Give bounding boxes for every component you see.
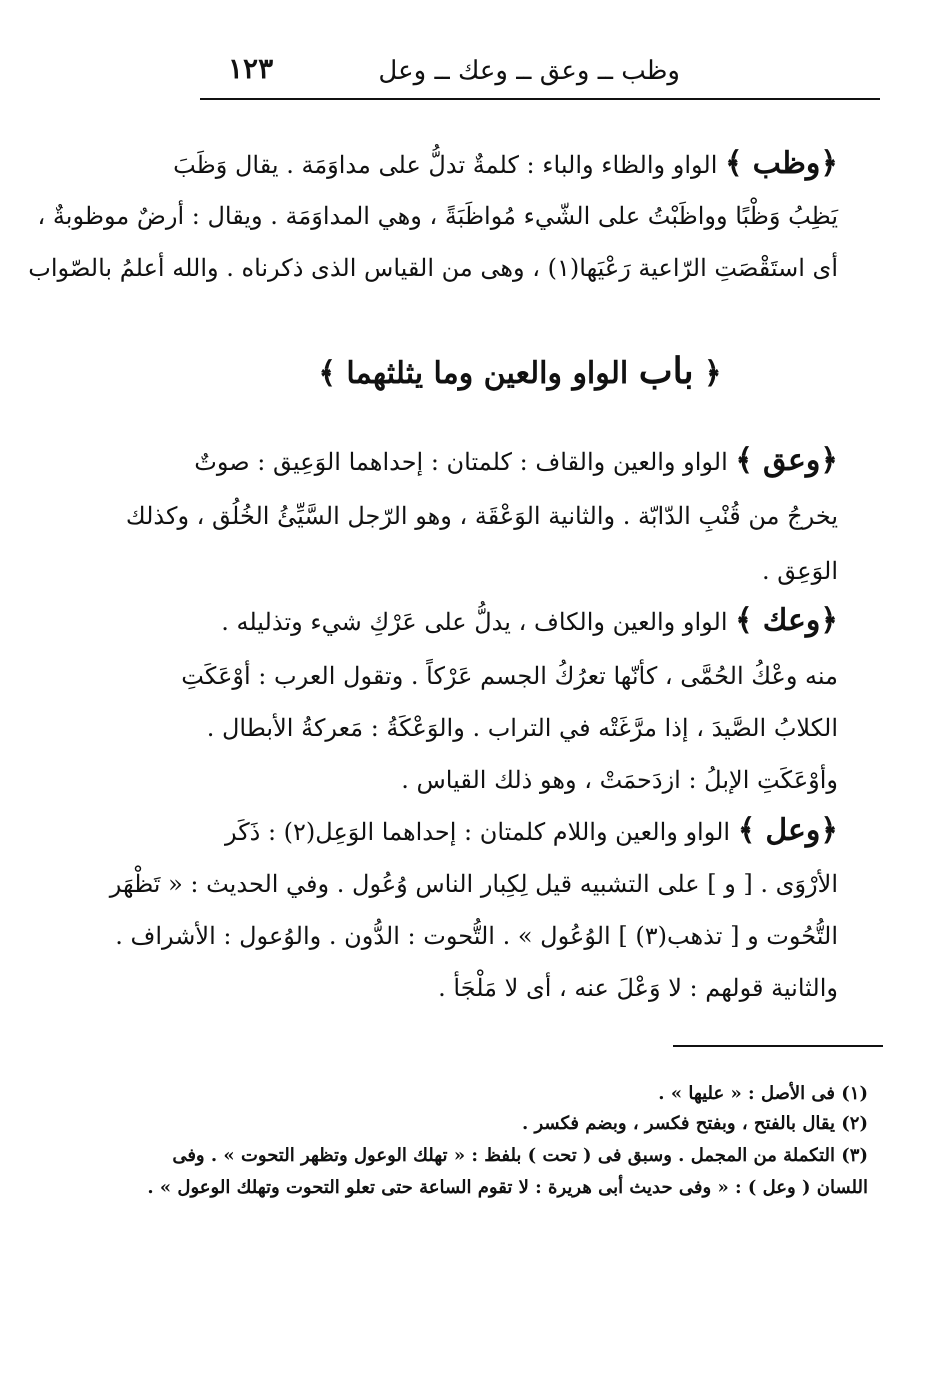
entry-wal-line-3: التُّحُوت و [ تذهب(٣) ] الوُعُول » . التُّحوت : الدُّون . والوُعول : الأشراف . bbox=[115, 922, 838, 950]
chapter-title-text: الواو والعين وما يثلثهما bbox=[346, 356, 629, 391]
open-bracket: ﴿ bbox=[820, 603, 838, 638]
chapter-bab: باب bbox=[638, 350, 694, 392]
open-bracket: ﴿ bbox=[820, 443, 838, 478]
footnote-1: (١) فى الأصل : « عليها » . bbox=[658, 1083, 868, 1104]
entry-wal-line-1 bbox=[205, 815, 838, 848]
page-number: ١٢٣ bbox=[228, 52, 274, 85]
entry-wzb-line-2: يَظِبُ وَظْبًا وواظَبْتُ على الشّيء مُواظَبَةً ، وهي المداوَمَة . ويقال : أرضٌ موظوبةٌ ، bbox=[37, 202, 838, 230]
entry-waq-line-1 bbox=[194, 443, 838, 478]
chapter-title bbox=[200, 350, 840, 392]
footnote-3: (٣) التكملة من المجمل . وسبق فى ( تحت ) بلفظ : « تهلك الوعول وتظهر التحوت » . وفى bbox=[172, 1145, 868, 1166]
page-header bbox=[200, 50, 880, 100]
headword-wzb: وظب bbox=[752, 146, 821, 181]
entry-wak-line-3: الكلابُ الصَّيدَ ، إذا مرَّغَتْه في التراب . والوَعْكَةُ : مَعركةُ الأبطال . bbox=[206, 714, 838, 742]
entry-waq-line-3: الوَعِق . bbox=[762, 557, 838, 585]
footnote-rule bbox=[673, 1045, 883, 1047]
close-bracket: ﴾ bbox=[735, 443, 753, 478]
headword-waq: وعق bbox=[763, 443, 821, 478]
entry-wal-line-2: الأرْوَى . [ و ] على التشبيه قيل لِكِبار الناس وُعُول . وفي الحديث : « تَظْهَر bbox=[109, 870, 838, 898]
close-bracket: ﴾ bbox=[725, 146, 743, 181]
running-title: وظب ــ وعق ــ وعك ــ وعل bbox=[378, 56, 680, 86]
entry-text: الواو والعين والكاف ، يدلُّ على عَرْكِ شيء وتذليله . bbox=[221, 608, 728, 636]
entry-text: الواو والعين واللام كلمتان : إحداهما الوَعِل(٢) : ذَكَر bbox=[224, 818, 731, 846]
entry-waq-line-2: يخرجُ من قُنْبِ الدّابّة . والثانية الوَعْقَة ، وهو الرّجل السَّيِّئُ الخُلُق ، وكذلك bbox=[125, 502, 838, 530]
footnote-3-cont: اللسان ( وعل ) : « وفى حديث أبى هريرة : لا تقوم الساعة حتى تعلو التحوت وتهلك الوعول » . bbox=[147, 1177, 868, 1198]
open-bracket: ﴿ bbox=[820, 146, 838, 181]
chapter-open-bracket: ﴿ bbox=[704, 356, 722, 391]
open-bracket: ﴿ bbox=[820, 813, 838, 848]
entry-wak-line-1 bbox=[205, 605, 838, 638]
entry-text: الواو والظاء والباء : كلمةٌ تدلُّ على مداوَمَة . يقال وَظَبَ bbox=[173, 151, 718, 179]
footnote-2: (٢) يقال بالفتح ، وبفتح فكسر ، وبضم فكسر . bbox=[521, 1113, 868, 1134]
entry-wzb-line-1 bbox=[173, 146, 838, 181]
entry-wak-line-2: منه وعْكُ الحُمَّى ، كأنّها تعرُكُ الجسم عَرْكاً . وتقول العرب : أوْعَكَتِ bbox=[181, 662, 838, 690]
close-bracket: ﴾ bbox=[737, 813, 756, 848]
headword-wak: وعك bbox=[762, 603, 821, 638]
entry-text: الواو والعين والقاف : كلمتان : إحداهما الوَعِيق : صوتٌ bbox=[194, 448, 728, 476]
entry-wak-line-4: وأوْعَكَتِ الإبلُ : ازدَحمَتْ ، وهو ذلك القياس . bbox=[401, 766, 838, 794]
entry-wal-line-4: والثانية قولهم : لا وَعْلَ عنه ، أى لا مَلْجَأ . bbox=[438, 974, 838, 1002]
headword-wal: وعل bbox=[765, 813, 821, 848]
close-bracket: ﴾ bbox=[735, 603, 753, 638]
entry-wzb-line-3: أى استَقْصَتِ الرّاعية رَعْيَها(١) ، وهى من القياس الذى ذكرناه . والله أعلمُ بالصّواب bbox=[28, 254, 838, 282]
chapter-close-bracket: ﴾ bbox=[318, 356, 336, 391]
